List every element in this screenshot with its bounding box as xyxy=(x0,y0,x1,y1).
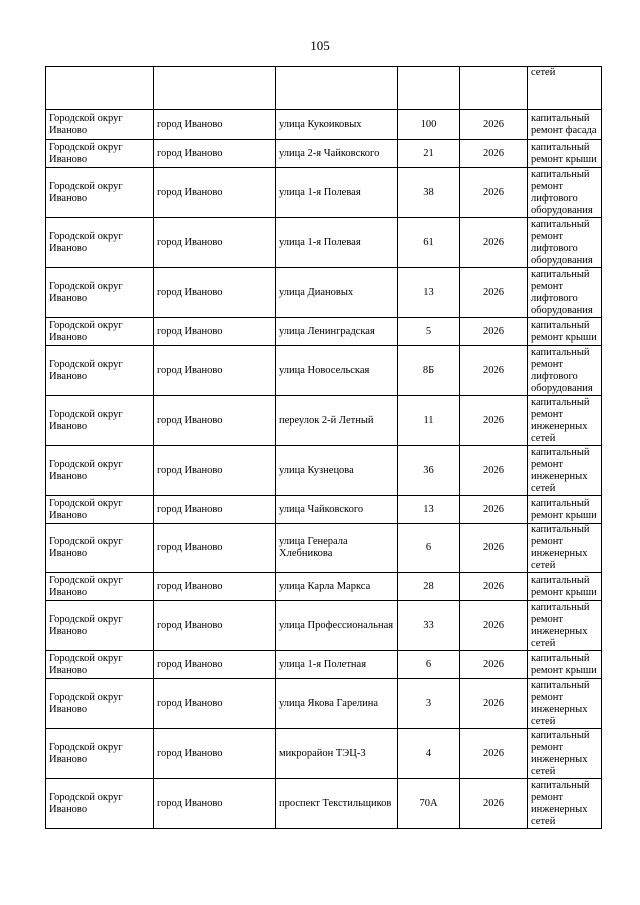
table-row xyxy=(46,679,602,729)
cell-street: проспект Текстильщиков xyxy=(276,779,398,829)
cell-year: 2026 xyxy=(460,346,528,396)
cell-street: улица Кукоиковых xyxy=(276,110,398,140)
cell-okrug: Городской округ Иваново xyxy=(46,318,154,346)
cell-work: капитальный ремонт крыши xyxy=(528,496,602,524)
cell-okrug: Городской округ Иваново xyxy=(46,140,154,168)
table-row xyxy=(46,496,602,524)
cell-street: улица Чайковского xyxy=(276,496,398,524)
cell-okrug: Городской округ Иваново xyxy=(46,496,154,524)
cell-city: город Иваново xyxy=(154,268,276,318)
cell-city xyxy=(154,67,276,110)
cell-house: 5 xyxy=(398,318,460,346)
cell-work: капитальный ремонт лифтового оборудования xyxy=(528,346,602,396)
cell-okrug: Городской округ Иваново xyxy=(46,679,154,729)
cell-okrug: Городской округ Иваново xyxy=(46,396,154,446)
cell-street: улица Ленинградская xyxy=(276,318,398,346)
table-row xyxy=(46,729,602,779)
cell-work: капитальный ремонт лифтового оборудования xyxy=(528,268,602,318)
table-row xyxy=(46,140,602,168)
cell-work: капитальный ремонт фасада xyxy=(528,110,602,140)
table-row xyxy=(46,651,602,679)
cell-house: 33 xyxy=(398,601,460,651)
table-row xyxy=(46,524,602,573)
cell-city: город Иваново xyxy=(154,140,276,168)
cell-okrug: Городской округ Иваново xyxy=(46,779,154,829)
cell-house: 28 xyxy=(398,573,460,601)
cell-year: 2026 xyxy=(460,651,528,679)
cell-work: капитальный ремонт инженерных сетей xyxy=(528,396,602,446)
cell-street: улица Профессиональная xyxy=(276,601,398,651)
cell-street: улица 1-я Полевая xyxy=(276,168,398,218)
cell-okrug: Городской округ Иваново xyxy=(46,346,154,396)
cell-year: 2026 xyxy=(460,679,528,729)
cell-city: город Иваново xyxy=(154,524,276,573)
cell-house: 4 xyxy=(398,729,460,779)
cell-year: 2026 xyxy=(460,140,528,168)
cell-street: улица Генерала Хлебникова xyxy=(276,524,398,573)
cell-street: улица 1-я Полевая xyxy=(276,218,398,268)
cell-house: 6 xyxy=(398,524,460,573)
table-row xyxy=(46,318,602,346)
cell-work: капитальный ремонт крыши xyxy=(528,651,602,679)
cell-city: город Иваново xyxy=(154,679,276,729)
cell-city: город Иваново xyxy=(154,318,276,346)
cell-okrug: Городской округ Иваново xyxy=(46,651,154,679)
table-row xyxy=(46,168,602,218)
table-row xyxy=(46,446,602,496)
table-row xyxy=(46,346,602,396)
cell-house: 3 xyxy=(398,679,460,729)
cell-city: город Иваново xyxy=(154,573,276,601)
cell-year: 2026 xyxy=(460,110,528,140)
cell-house: 11 xyxy=(398,396,460,446)
cell-street xyxy=(276,67,398,110)
cell-house: 8Б xyxy=(398,346,460,396)
cell-street: улица Кузнецова xyxy=(276,446,398,496)
cell-year: 2026 xyxy=(460,396,528,446)
cell-okrug xyxy=(46,67,154,110)
cell-work: капитальный ремонт крыши xyxy=(528,140,602,168)
cell-house: 21 xyxy=(398,140,460,168)
cell-work: капитальный ремонт инженерных сетей xyxy=(528,524,602,573)
cell-okrug: Городской округ Иваново xyxy=(46,524,154,573)
cell-street: улица Карла Маркса xyxy=(276,573,398,601)
cell-year: 2026 xyxy=(460,573,528,601)
cell-street: улица Новосельская xyxy=(276,346,398,396)
table-row xyxy=(46,601,602,651)
cell-year: 2026 xyxy=(460,446,528,496)
cell-street: переулок 2-й Летный xyxy=(276,396,398,446)
cell-work: капитальный ремонт лифтового оборудования xyxy=(528,218,602,268)
cell-city: город Иваново xyxy=(154,168,276,218)
cell-work: капитальный ремонт инженерных сетей xyxy=(528,729,602,779)
cell-okrug: Городской округ Иваново xyxy=(46,168,154,218)
cell-okrug: Городской округ Иваново xyxy=(46,729,154,779)
cell-okrug: Городской округ Иваново xyxy=(46,268,154,318)
cell-okrug: Городской округ Иваново xyxy=(46,601,154,651)
cell-house: 13 xyxy=(398,496,460,524)
cell-okrug: Городской округ Иваново xyxy=(46,446,154,496)
cell-work: капитальный ремонт крыши xyxy=(528,573,602,601)
cell-street: улица Диановых xyxy=(276,268,398,318)
table-row xyxy=(46,396,602,446)
cell-street: микрорайон ТЭЦ-3 xyxy=(276,729,398,779)
cell-street: улица 1-я Полетная xyxy=(276,651,398,679)
cell-city: город Иваново xyxy=(154,729,276,779)
cell-city: город Иваново xyxy=(154,396,276,446)
cell-city: город Иваново xyxy=(154,601,276,651)
table-row xyxy=(46,218,602,268)
cell-work: сетей xyxy=(528,67,602,110)
cell-city: город Иваново xyxy=(154,651,276,679)
table-row xyxy=(46,573,602,601)
table-row xyxy=(46,268,602,318)
cell-okrug: Городской округ Иваново xyxy=(46,110,154,140)
cell-work: капитальный ремонт инженерных сетей xyxy=(528,679,602,729)
cell-street: улица Якова Гарелина xyxy=(276,679,398,729)
cell-house: 100 xyxy=(398,110,460,140)
cell-house: 38 xyxy=(398,168,460,218)
cell-city: город Иваново xyxy=(154,110,276,140)
cell-year: 2026 xyxy=(460,268,528,318)
table-row-continued xyxy=(46,67,602,110)
cell-work: капитальный ремонт инженерных сетей xyxy=(528,601,602,651)
cell-house xyxy=(398,67,460,110)
cell-year: 2026 xyxy=(460,601,528,651)
cell-city: город Иваново xyxy=(154,779,276,829)
table-row xyxy=(46,110,602,140)
cell-house: 36 xyxy=(398,446,460,496)
cell-year: 2026 xyxy=(460,318,528,346)
cell-year: 2026 xyxy=(460,729,528,779)
cell-year: 2026 xyxy=(460,524,528,573)
cell-house: 61 xyxy=(398,218,460,268)
cell-year: 2026 xyxy=(460,779,528,829)
cell-work: капитальный ремонт инженерных сетей xyxy=(528,779,602,829)
cell-year: 2026 xyxy=(460,218,528,268)
cell-city: город Иваново xyxy=(154,496,276,524)
table-row xyxy=(46,779,602,829)
cell-city: город Иваново xyxy=(154,446,276,496)
page-number: 105 xyxy=(310,38,330,53)
cell-house: 6 xyxy=(398,651,460,679)
cell-okrug: Городской округ Иваново xyxy=(46,218,154,268)
cell-year: 2026 xyxy=(460,168,528,218)
cell-work: капитальный ремонт инженерных сетей xyxy=(528,446,602,496)
cell-house: 70А xyxy=(398,779,460,829)
cell-okrug: Городской округ Иваново xyxy=(46,573,154,601)
cell-work: капитальный ремонт лифтового оборудования xyxy=(528,168,602,218)
cell-street: улица 2-я Чайковского xyxy=(276,140,398,168)
cell-house: 13 xyxy=(398,268,460,318)
cell-year xyxy=(460,67,528,110)
cell-city: город Иваново xyxy=(154,218,276,268)
capital-repair-table xyxy=(45,66,602,829)
cell-work: капитальный ремонт крыши xyxy=(528,318,602,346)
cell-year: 2026 xyxy=(460,496,528,524)
cell-city: город Иваново xyxy=(154,346,276,396)
